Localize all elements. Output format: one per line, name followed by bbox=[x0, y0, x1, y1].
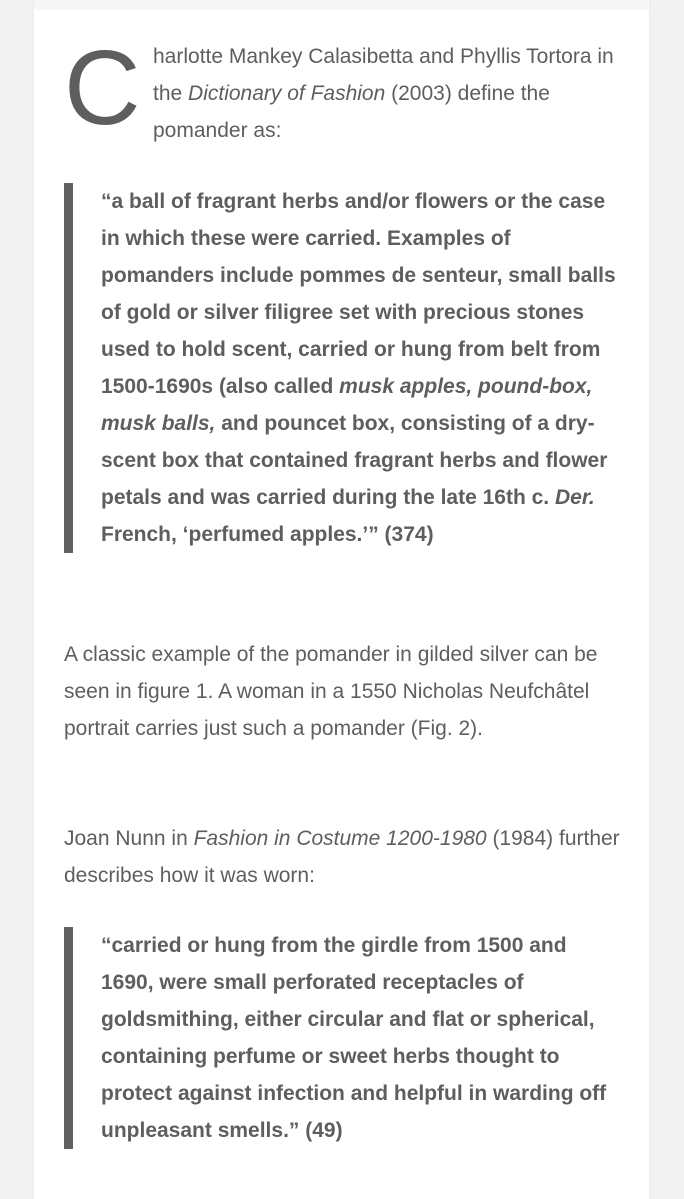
intro-text-after: (2003) define the pomander as: bbox=[153, 82, 550, 142]
drop-cap: C bbox=[64, 29, 141, 147]
quote-part-3: French, ‘perfumed apples.’” (374) bbox=[101, 523, 434, 546]
nunn-text-before: Joan Nunn in bbox=[64, 827, 194, 850]
quote-part-1: “a ball of fragrant herbs and/or flowers or the case in which these were carried. Examples of pomanders include pommes de senteur, small balls of gold or silver filigree set with precious stones used to hold scent, carried or hung from belt from 1500-1690s (also called bbox=[101, 190, 616, 398]
quote-italic-2: Der. bbox=[554, 486, 595, 509]
intro-text bbox=[153, 38, 624, 149]
quote-text bbox=[101, 183, 619, 553]
quote2-text: “carried or hung from the girdle from 1500 and 1690, were small perforated receptacles of goldsmithing, either circular and flat or spherical, containing perfume or sweet herbs thought to protect against infection and helpful in warding off unpleasant smells.” (49) bbox=[101, 934, 607, 1142]
quote-italic-1: musk apples, pound-box, musk balls, bbox=[101, 375, 593, 435]
quote-part-2: and pouncet box, consisting of a dry-scent box that contained fragrant herbs and flower petals and was carried during the late 16th c. bbox=[101, 412, 608, 509]
article-card bbox=[34, 0, 649, 1199]
paragraph-nunn bbox=[64, 820, 624, 894]
blockquote-nunn bbox=[64, 927, 619, 1149]
intro-book-title: Dictionary of Fashion bbox=[188, 82, 386, 105]
intro-paragraph bbox=[64, 29, 624, 149]
nunn-text-after: (1984) further describes how it was worn: bbox=[64, 827, 620, 887]
nunn-book-title: Fashion in Costume 1200-1980 bbox=[193, 827, 487, 850]
blockquote-definition bbox=[64, 183, 619, 553]
top-strip bbox=[34, 0, 649, 10]
intro-text-before: harlotte Mankey Calasibetta and Phyllis Tortora in the bbox=[153, 45, 614, 105]
paragraph-classic-example: A classic example of the pomander in gilded silver can be seen in figure 1. A woman in a 1550 Nicholas Neufchâtel portrait carries just such a pomander (Fig. 2). bbox=[64, 643, 598, 740]
